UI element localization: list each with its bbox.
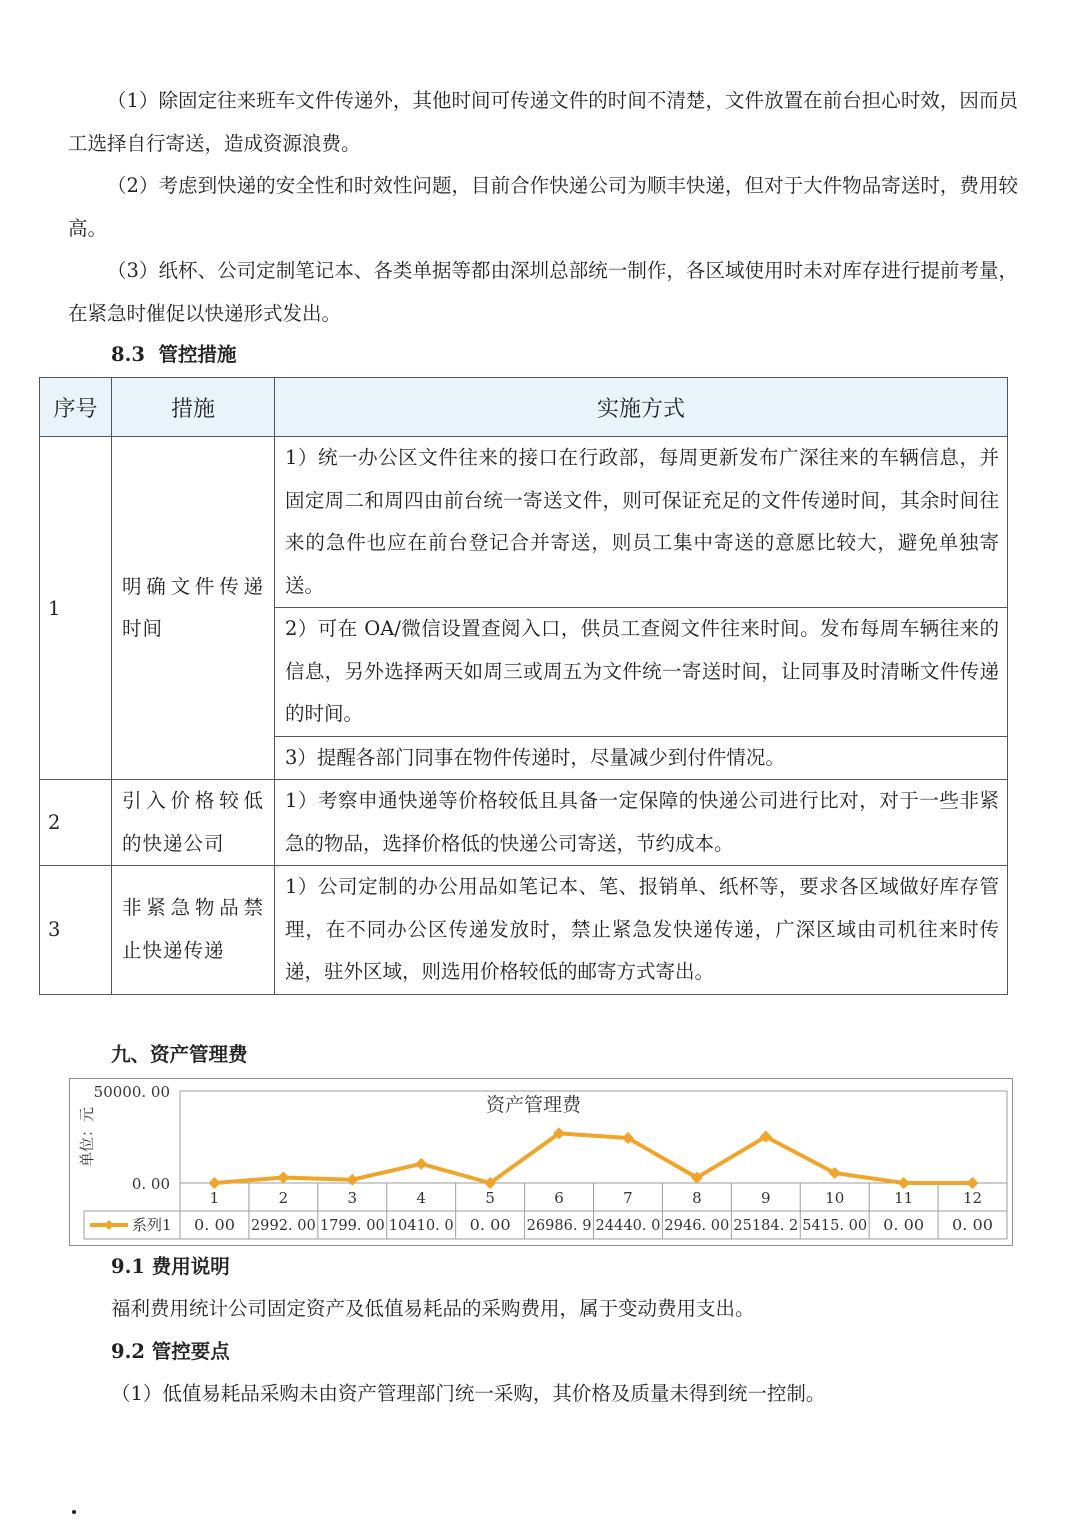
data-point-marker <box>277 1171 289 1183</box>
section-title: 费用说明 <box>151 1255 230 1278</box>
x-tick-label: 10 <box>825 1189 845 1207</box>
x-tick-label: 9 <box>761 1189 771 1207</box>
row-number: 1 <box>40 437 112 780</box>
asset-management-chart <box>69 1078 1013 1246</box>
section-heading-9: 九、资产管理费 <box>111 1043 248 1066</box>
chart-canvas <box>70 1079 1012 1245</box>
x-tick-label: 8 <box>692 1189 702 1207</box>
paragraph: （1）除固定往来班车文件传递外，其他时间可传递文件的时间不清楚，文件放置在前台担心时效，因而员工选择自行寄送，造成资源浪费。 <box>68 89 1018 155</box>
data-point-marker <box>346 1174 358 1186</box>
data-table-value: 0. 00 <box>883 1216 925 1234</box>
section-number: 9.1 <box>111 1255 145 1278</box>
x-tick-label: 11 <box>894 1189 914 1207</box>
x-tick-label: 3 <box>347 1189 358 1207</box>
data-table-value: 0. 00 <box>193 1216 235 1234</box>
row-number: 3 <box>40 866 112 995</box>
paragraph: （3）纸杯、公司定制笔记本、各类单据等都由深圳总部统一制作，各区域使用时未对库存进行提前考量，在紧急时催促以快递形式发出。 <box>68 259 1018 325</box>
paragraph: 福利费用统计公司固定资产及低值易耗品的采购费用，属于变动费用支出。 <box>111 1297 755 1320</box>
header-method: 实施方式 <box>275 378 1008 437</box>
series-line <box>214 1133 972 1183</box>
section-title: 管控要点 <box>151 1340 230 1363</box>
paragraph: （1）低值易耗品采购未由资产管理部门统一采购，其价格及质量未得到统一控制。 <box>111 1382 826 1405</box>
method-item: 1）考察申通快递等价格较低且具备一定保障的快递公司进行比对，对于一些非紧急的物品，选择价格低的快递公司寄送，节约成本。 <box>275 780 1008 866</box>
legend-label: 系列1 <box>132 1216 172 1234</box>
measures-table <box>39 377 1008 995</box>
paragraph: （2）考虑到快递的安全性和时效性问题，目前合作快递公司为顺丰快递，但对于大件物品寄送时，费用较高。 <box>68 174 1018 240</box>
data-table-value: 5415. 00 <box>802 1216 868 1234</box>
x-tick-label: 2 <box>278 1189 289 1207</box>
data-table-value: 1799. 00 <box>319 1216 385 1234</box>
data-table-value: 10410. 0 <box>388 1216 454 1234</box>
data-table-value: 2946. 00 <box>664 1216 730 1234</box>
method-item: 2）可在 OA/微信设置查阅入口，供员工查阅文件往来时间。发布每周车辆往来的信息，另外选择两天如周三或周五为文件统一寄送时间，让同事及时清晰文件传递的时间。 <box>275 608 1008 737</box>
method-item: 1）公司定制的办公用品如笔记本、笔、报销单、纸杯等，要求各区域做好库存管理，在不同办公区传递发放时，禁止紧急发快递传递，广深区域由司机往来时传递，驻外区域，则选用价格较低的邮寄方式寄出。 <box>275 866 1008 995</box>
y-tick-label: 50000. 00 <box>93 1083 170 1101</box>
x-tick-label: 4 <box>416 1189 426 1207</box>
y-tick-label: 0. 00 <box>131 1175 170 1193</box>
legend-marker <box>104 1220 114 1230</box>
page-dot <box>72 1510 76 1514</box>
data-point-marker <box>415 1158 427 1170</box>
x-tick-label: 7 <box>623 1189 633 1207</box>
measure-name: 引入价格较低的快递公司 <box>112 780 275 866</box>
row-number: 2 <box>40 780 112 866</box>
data-table-value: 0. 00 <box>469 1216 511 1234</box>
method-item: 3）提醒各部门同事在物件传递时，尽量减少到付件情况。 <box>275 736 1008 780</box>
y-axis-label: 单位：元 <box>78 1106 96 1168</box>
section-heading-8-3 <box>111 340 237 370</box>
data-table-value: 24440. 0 <box>595 1216 661 1234</box>
section-heading-9-1 <box>111 1252 230 1282</box>
data-table-value: 26986. 9 <box>526 1216 592 1234</box>
data-point-marker <box>898 1177 910 1189</box>
table-row <box>40 437 1008 608</box>
data-table-value: 2992. 00 <box>250 1216 316 1234</box>
method-item: 1）统一办公区文件往来的接口在行政部，每周更新发布广深往来的车辆信息，并固定周二和周四由前台统一寄送文件，则可保证充足的文件传递时间，其余时间往来的急件也应在前台登记合并寄送，则员工集中寄送的意愿比较大，避免单独寄送。 <box>275 437 1008 608</box>
section-number: 9.2 <box>111 1340 145 1363</box>
header-measure: 措施 <box>112 378 275 437</box>
x-tick-label: 1 <box>209 1189 220 1207</box>
data-table-value: 0. 00 <box>952 1216 994 1234</box>
data-point-marker <box>967 1177 979 1189</box>
x-tick-label: 12 <box>962 1189 983 1207</box>
chart-title: 资产管理费 <box>485 1094 582 1116</box>
table-row <box>40 866 1008 995</box>
x-tick-label: 5 <box>485 1189 495 1207</box>
data-table-value: 25184. 2 <box>733 1216 799 1234</box>
section-number: 8.3 <box>111 343 145 366</box>
table-row <box>40 780 1008 866</box>
x-tick-label: 6 <box>554 1189 564 1207</box>
section-title: 管控措施 <box>158 343 237 366</box>
measure-name: 非紧急物品禁止快递传递 <box>112 866 275 995</box>
data-point-marker <box>208 1177 220 1189</box>
table-header-row <box>40 378 1008 437</box>
header-seq: 序号 <box>40 378 112 437</box>
section-heading-9-2 <box>111 1337 230 1367</box>
measure-name: 明确文件传递时间 <box>112 437 275 780</box>
